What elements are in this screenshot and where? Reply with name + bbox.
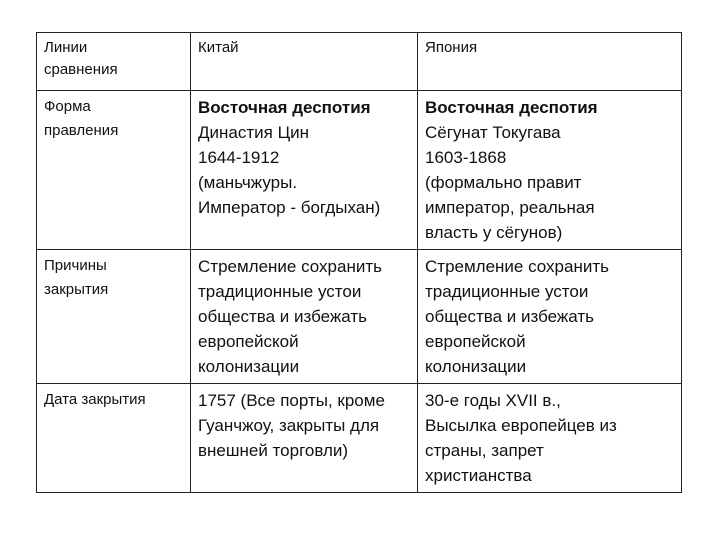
cell-line: европейской: [425, 332, 526, 351]
cell-line: общества и избежать: [198, 307, 367, 326]
header-criteria-cell: [37, 33, 191, 91]
row-label-line: Форма: [44, 98, 91, 115]
cell-line: страны, запрет: [425, 441, 544, 460]
closing-date-japan-cell: [418, 384, 682, 493]
cell-line: (маньчжуры.: [198, 173, 298, 192]
cell-line: Гуанчжоу, закрыты для: [198, 416, 380, 435]
cell-line: Высылка европейцев из: [425, 416, 617, 435]
cell-line: 1757 (Все порты, кроме: [198, 391, 385, 410]
row-label-line: правления: [44, 122, 119, 139]
cell-line: Восточная деспотия: [425, 98, 598, 117]
reasons-japan-cell: [418, 250, 682, 384]
cell-line: традиционные устои: [198, 282, 362, 301]
cell-line: Восточная деспотия: [198, 98, 371, 117]
reasons-china-cell: [191, 250, 418, 384]
header-china-cell: [191, 33, 418, 91]
comparison-table: [36, 32, 682, 493]
cell-line: 30-е годы XVII в.,: [425, 391, 561, 410]
row-label-line: Причины: [44, 257, 107, 274]
header-criteria-line-1: Линии: [44, 39, 88, 56]
row-label-line: Дата закрытия: [44, 391, 146, 408]
row-label-government: [37, 91, 191, 250]
header-japan: Япония: [425, 39, 478, 56]
cell-line: христианства: [425, 466, 532, 485]
cell-line: колонизации: [425, 357, 527, 376]
cell-line: власть у сёгунов): [425, 223, 563, 242]
cell-line: общества и избежать: [425, 307, 594, 326]
header-china: Китай: [198, 39, 239, 56]
cell-line: внешней торговли): [198, 441, 349, 460]
row-label-closing-date: [37, 384, 191, 493]
government-china-cell: [191, 91, 418, 250]
cell-line: 1644-1912: [198, 148, 280, 167]
cell-line: Сёгунат Токугава: [425, 123, 561, 142]
row-label-line: закрытия: [44, 281, 109, 298]
cell-line: европейской: [198, 332, 299, 351]
government-japan-cell: [418, 91, 682, 250]
table-row-reasons: [37, 250, 682, 384]
cell-line: Император - богдыхан): [198, 198, 381, 217]
table-row-closing-date: [37, 384, 682, 493]
table-row-government: [37, 91, 682, 250]
cell-line: Стремление сохранить: [198, 257, 382, 276]
cell-line: традиционные устои: [425, 282, 589, 301]
header-criteria-line-2: сравнения: [44, 61, 118, 78]
row-label-reasons: [37, 250, 191, 384]
closing-date-china-cell: [191, 384, 418, 493]
cell-line: (формально правит: [425, 173, 582, 192]
cell-line: 1603-1868: [425, 148, 507, 167]
header-japan-cell: [418, 33, 682, 91]
cell-line: Стремление сохранить: [425, 257, 609, 276]
cell-line: Династия Цин: [198, 123, 310, 142]
cell-line: император, реальная: [425, 198, 595, 217]
header-row: [37, 33, 682, 91]
cell-line: колонизации: [198, 357, 300, 376]
